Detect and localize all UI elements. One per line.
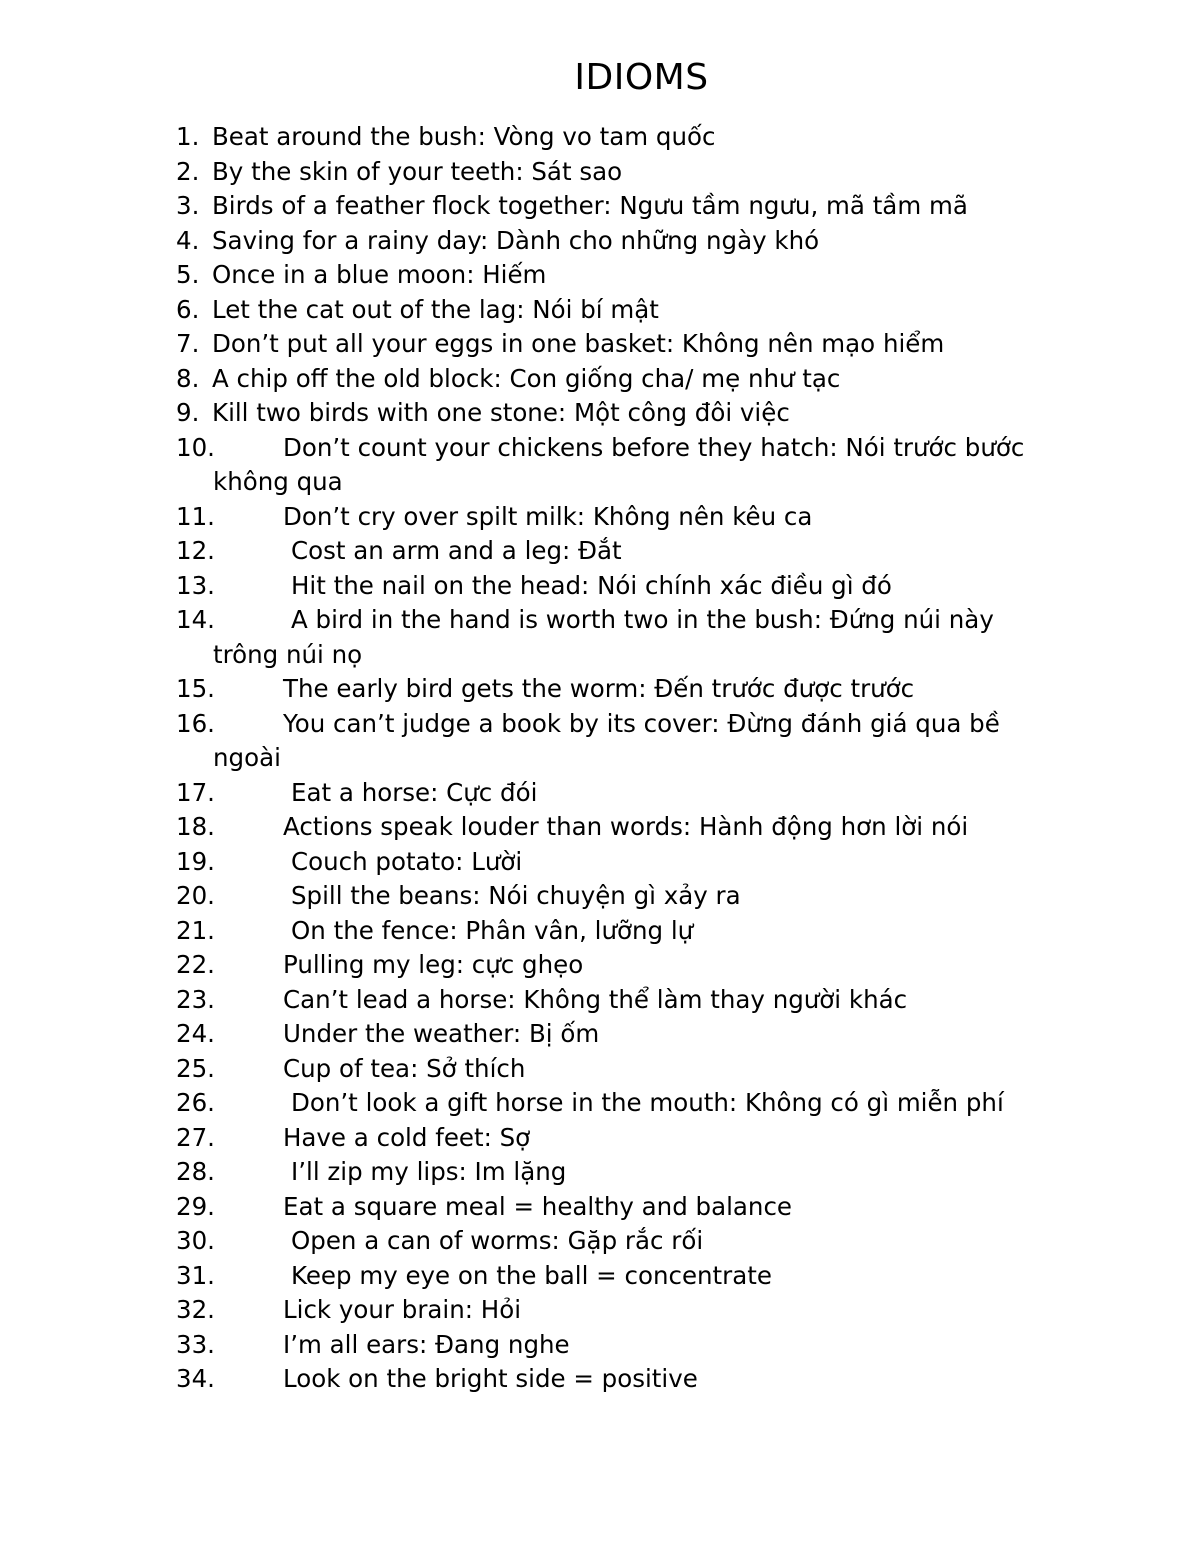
item-text: I’m all ears: Đang nghe xyxy=(283,1329,570,1359)
item-text: Eat a horse: Cực đói xyxy=(291,777,538,807)
item-number: 5. xyxy=(176,260,200,289)
item-number: 22. xyxy=(176,950,215,979)
item-number: 23. xyxy=(176,984,215,1014)
item-number: 7. xyxy=(176,329,200,358)
item-text: Don’t look a gift horse in the mouth: Không có gì miễn phí xyxy=(291,1088,1004,1117)
list-item xyxy=(176,914,1136,949)
item-text: Let the cat out of the lag: Nói bí mật xyxy=(212,294,659,324)
item-number: 16. xyxy=(176,708,215,738)
item-text: Have a cold feet: Sợ xyxy=(283,1122,531,1152)
list-item xyxy=(176,327,1136,362)
item-text: Look on the bright side = positive xyxy=(283,1364,698,1393)
list-item xyxy=(176,1017,1136,1052)
item-text: Couch potato: Lười xyxy=(291,846,523,876)
item-number: 15. xyxy=(176,674,215,703)
list-item xyxy=(176,293,1136,328)
item-number: 4. xyxy=(176,225,200,255)
list-item xyxy=(176,1259,1136,1294)
item-number: 25. xyxy=(176,1053,215,1083)
list-item xyxy=(176,1155,1136,1190)
item-number: 19. xyxy=(176,846,215,876)
item-text: By the skin of your teeth: Sát sao xyxy=(212,156,623,186)
list-item xyxy=(176,189,1136,224)
item-text: A bird in the hand is worth two in the bush: Đứng núi này xyxy=(291,605,994,634)
list-item xyxy=(176,1362,1136,1397)
item-number: 33. xyxy=(176,1329,215,1359)
item-text: Cup of tea: Sở thích xyxy=(283,1053,526,1083)
list-item xyxy=(176,603,1136,672)
item-text: Pulling my leg: cực ghẹo xyxy=(283,950,584,979)
item-text: Once in a blue moon: Hiếm xyxy=(212,260,547,289)
item-number: 10. xyxy=(176,432,215,462)
item-text: Keep my eye on the ball = concentrate xyxy=(291,1260,772,1290)
item-number: 20. xyxy=(176,881,215,910)
item-number: 18. xyxy=(176,812,215,841)
item-number: 11. xyxy=(176,501,215,531)
list-item xyxy=(176,1293,1136,1328)
item-number: 29. xyxy=(176,1191,215,1221)
list-item xyxy=(176,1052,1136,1087)
list-item xyxy=(176,500,1136,535)
list-item xyxy=(176,396,1136,431)
item-number: 9. xyxy=(176,398,200,427)
item-text: I’ll zip my lips: Im lặng xyxy=(291,1157,567,1186)
page-title: IDIOMS xyxy=(574,57,709,98)
list-item xyxy=(176,707,1136,776)
list-item xyxy=(176,983,1136,1018)
item-number: 12. xyxy=(176,536,215,565)
list-item xyxy=(176,1121,1136,1156)
item-number: 24. xyxy=(176,1019,215,1048)
item-number: 1. xyxy=(176,122,200,151)
item-text: Open a can of worms: Gặp rắc rối xyxy=(291,1226,704,1255)
item-number: 31. xyxy=(176,1260,215,1290)
item-number: 30. xyxy=(176,1226,215,1255)
item-number: 21. xyxy=(176,915,215,945)
list-item xyxy=(176,120,1136,155)
list-item xyxy=(176,810,1136,845)
item-number: 17. xyxy=(176,777,215,807)
idiom-list xyxy=(176,120,1136,1397)
list-item xyxy=(176,1190,1136,1225)
item-text: Spill the beans: Nói chuyện gì xảy ra xyxy=(291,881,741,910)
item-text-continuation: trông núi nọ xyxy=(213,639,363,669)
item-number: 3. xyxy=(176,191,200,220)
item-number: 14. xyxy=(176,605,215,634)
item-text: Actions speak louder than words: Hành động hơn lời nói xyxy=(283,812,969,841)
list-item xyxy=(176,258,1136,293)
item-text: Saving for a rainy day: Dành cho những ngày khó xyxy=(212,225,820,255)
item-text: Eat a square meal = healthy and balance xyxy=(283,1191,792,1221)
item-number: 34. xyxy=(176,1364,215,1393)
item-text: Don’t count your chickens before they hatch: Nói trước bước xyxy=(283,432,1025,462)
item-text: You can’t judge a book by its cover: Đừng đánh giá qua bề xyxy=(283,708,1000,738)
list-item xyxy=(176,569,1136,604)
item-number: 26. xyxy=(176,1088,215,1117)
item-text: On the fence: Phân vân, lưỡng lự xyxy=(291,915,694,945)
item-text: The early bird gets the worm: Đến trước được trước xyxy=(283,674,915,703)
item-number: 8. xyxy=(176,363,200,393)
item-number: 27. xyxy=(176,1122,215,1152)
list-item xyxy=(176,879,1136,914)
item-number: 2. xyxy=(176,156,200,186)
list-item xyxy=(176,948,1136,983)
list-item xyxy=(176,431,1136,500)
list-item xyxy=(176,1224,1136,1259)
item-text: Under the weather: Bị ốm xyxy=(283,1019,600,1048)
list-item xyxy=(176,224,1136,259)
item-number: 6. xyxy=(176,294,200,324)
item-text-continuation: ngoài xyxy=(213,743,281,772)
list-item xyxy=(176,362,1136,397)
item-number: 28. xyxy=(176,1157,215,1186)
list-item xyxy=(176,534,1136,569)
item-text: Cost an arm and a leg: Đắt xyxy=(291,536,622,565)
list-item xyxy=(176,776,1136,811)
list-item xyxy=(176,1086,1136,1121)
list-item xyxy=(176,672,1136,707)
item-text: Don’t put all your eggs in one basket: Không nên mạo hiểm xyxy=(212,329,945,358)
item-text: Beat around the bush: Vòng vo tam quốc xyxy=(212,122,716,151)
item-text: Kill two birds with one stone: Một công đôi việc xyxy=(212,398,790,427)
item-text: Lick your brain: Hỏi xyxy=(283,1295,522,1324)
item-number: 13. xyxy=(176,570,215,600)
list-item xyxy=(176,155,1136,190)
item-text-continuation: không qua xyxy=(213,467,343,496)
list-item xyxy=(176,1328,1136,1363)
item-text: Don’t cry over spilt milk: Không nên kêu ca xyxy=(283,501,813,531)
item-text: Hit the nail on the head: Nói chính xác điều gì đó xyxy=(291,570,892,600)
item-number: 32. xyxy=(176,1295,215,1324)
item-text: Birds of a feather flock together: Ngưu tầm ngưu, mã tầm mã xyxy=(212,191,968,220)
item-text: A chip off the old block: Con giống cha/ mẹ như tạc xyxy=(212,363,841,393)
item-text: Can’t lead a horse: Không thể làm thay người khác xyxy=(283,984,908,1014)
list-item xyxy=(176,845,1136,880)
